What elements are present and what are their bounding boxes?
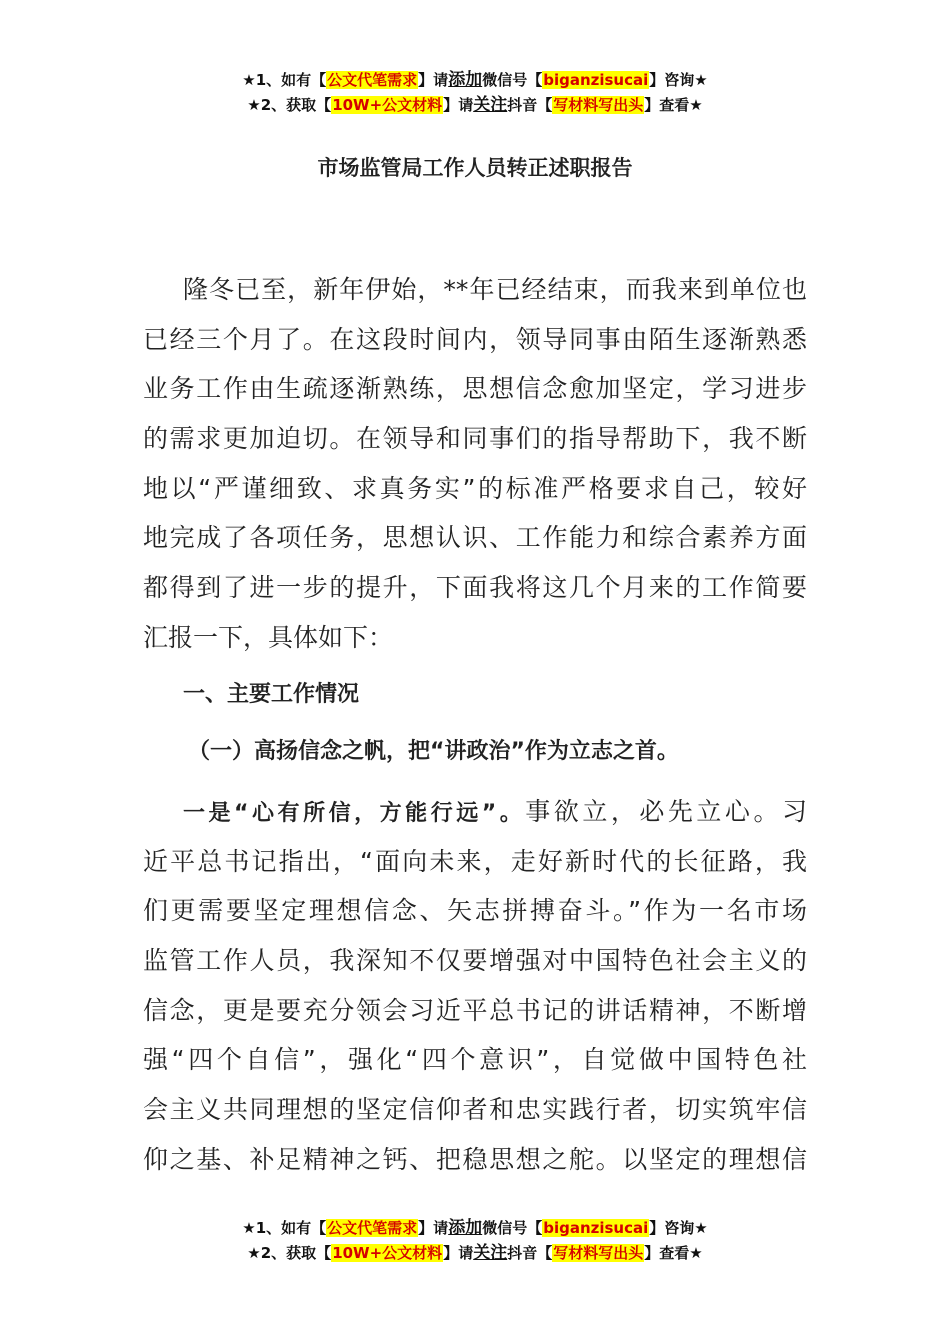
promo-text: 】查看★ [644, 1244, 703, 1262]
promo-text: ★1、如有【 [242, 1219, 327, 1237]
paragraph-line: 业务工作由生疏逐渐熟练，思想信念愈加坚定，学习进步 [143, 374, 807, 404]
promo-underline: 添加 [448, 70, 483, 90]
promo-highlight: 10W+公文材料 [332, 1244, 443, 1262]
paragraph-line: 汇报一下，具体如下： [143, 622, 394, 652]
promo-line-2 [0, 1241, 950, 1266]
promo-text: ★2、获取【 [247, 96, 332, 114]
paragraph-line: 隆冬已至，新年伊始，**年已经结束，而我来到单位也 [183, 275, 807, 304]
paragraph-line: 仰之基、补足精神之钙、把稳思想之舵。以坚定的理想信 [143, 1144, 807, 1174]
promo-text: 微信号【 [482, 71, 543, 89]
promo-line-2 [0, 93, 950, 118]
promo-text: 抖音【 [507, 1244, 553, 1262]
promo-highlight: 写材料写出头 [553, 1244, 644, 1262]
promo-underline: 添加 [448, 1218, 483, 1238]
promo-text: 】请 [418, 71, 449, 89]
intro-paragraph [143, 265, 807, 663]
paragraph-line: 都得到了进一步的提升，下面我将这几个月来的工作简要 [143, 573, 807, 603]
promo-text: 抖音【 [507, 96, 553, 114]
promo-text: 】请 [418, 1219, 449, 1237]
promo-banner-top [0, 68, 950, 118]
promo-text: 】查看★ [644, 96, 703, 114]
promo-text: 】请 [443, 1244, 474, 1262]
promo-highlight: 写材料写出头 [553, 96, 644, 114]
paragraph-line: 们更需要坚定理想信念、矢志拼搏奋斗。”作为一名市场 [143, 896, 807, 926]
promo-highlight: 公文代笔需求 [327, 1219, 418, 1237]
paragraph-line: 信念，更是要充分领会习近平总书记的讲话精神，不断增 [143, 995, 807, 1025]
promo-text: 】请 [443, 96, 474, 114]
promo-underline: 关注 [473, 95, 508, 115]
promo-text: 】咨询★ [649, 71, 708, 89]
paragraph-line: 强“四个自信”，强化“四个意识”，自觉做中国特色社 [143, 1045, 807, 1075]
paragraph-line: 已经三个月了。在这段时间内，领导同事由陌生逐渐熟悉 [143, 324, 807, 354]
promo-text: 微信号【 [482, 1219, 543, 1237]
paragraph-line: 的需求更加迫切。在领导和同事们的指导帮助下，我不断 [143, 424, 807, 454]
paragraph-line: 监管工作人员，我深知不仅要增强对中国特色社会主义的 [143, 946, 807, 976]
paragraph-line: 地完成了各项任务，思想认识、工作能力和综合素养方面 [143, 523, 807, 553]
promo-wechat-id: biganzisucai [543, 71, 649, 89]
section-heading: 一、主要工作情况 [183, 682, 360, 707]
paragraph-line: 近平总书记指出，“面向未来，走好新时代的长征路，我 [143, 846, 807, 876]
paragraph-line: 地以“严谨细致、求真务实”的标准严格要求自己，较好 [143, 473, 807, 503]
promo-line-1 [0, 68, 950, 93]
promo-highlight: 公文代笔需求 [327, 71, 418, 89]
document-title: 市场监管局工作人员转正述职报告 [317, 156, 633, 180]
promo-underline: 关注 [473, 1243, 508, 1263]
paragraph-line [143, 787, 807, 837]
promo-wechat-id: biganzisucai [543, 1219, 649, 1237]
promo-text: ★2、获取【 [247, 1244, 332, 1262]
promo-text: ★1、如有【 [242, 71, 327, 89]
promo-banner-bottom [0, 1216, 950, 1266]
paragraph-text: 事欲立，必先立心。习 [525, 797, 807, 826]
body-paragraph [143, 787, 807, 1185]
promo-line-1 [0, 1216, 950, 1241]
paragraph-line: 会主义共同理想的坚定信仰者和忠实践行者，切实筑牢信 [143, 1095, 807, 1125]
promo-highlight: 10W+公文材料 [332, 96, 443, 114]
subsection-heading: （一）高扬信念之帆，把“讲政治”作为立志之首。 [188, 739, 679, 764]
paragraph-lead: 一是“心有所信，方能行远”。 [183, 801, 526, 826]
promo-text: 】咨询★ [649, 1219, 708, 1237]
